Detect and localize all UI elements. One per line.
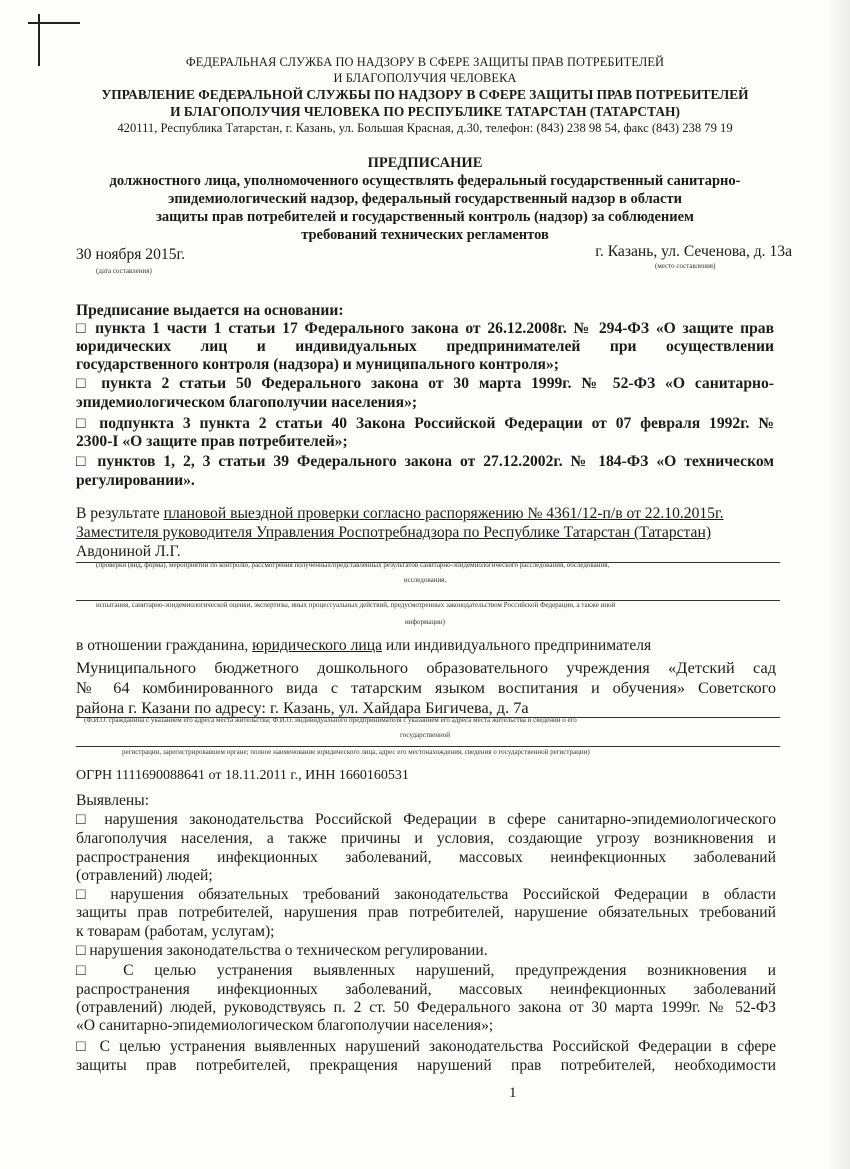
- subject-legal-entity: юридического лица: [252, 637, 382, 654]
- finding-line: распространения инфекционных заболеваний, массовых неинфекционных заболеваний: [76, 849, 776, 866]
- finding-line: □ С целью устранения выявленных нарушений, предупреждения возникновения и: [76, 962, 776, 979]
- fill-rule: [76, 746, 780, 747]
- place-caption: (место составления): [655, 262, 716, 270]
- subject-suffix: или индивидуального предпринимателя: [382, 637, 652, 654]
- page-title: ПРЕДПИСАНИЕ: [367, 155, 483, 171]
- basis-line: юридических лиц и индивидуальных предпринимателей при осуществлении: [76, 338, 774, 355]
- subject-line: № 64 комбинированного вида с татарским языком воспитания и обучения» Советского: [76, 678, 776, 697]
- basis-line: государственного контроля (надзора) и муниципального контроля»;: [76, 356, 559, 373]
- basis-line: □ пункта 1 части 1 статьи 17 Федерального закона от 26.12.2008г. № 294-ФЗ «О защите прав: [76, 320, 774, 337]
- date-caption: (дата составления): [96, 267, 152, 275]
- finding-line: □ нарушения законодательства Российской Федерации в сфере санитарно-эпидемиологического: [76, 811, 776, 828]
- finding-line: защиты прав потребителей, нарушения прав потребителей, нарушение обязательных требований: [76, 904, 776, 921]
- finding-line: благополучия населения, а также причины и условия, создающие угрозу возникновения и: [76, 830, 776, 847]
- finding-line: к товарам (работам, услугам);: [76, 923, 275, 940]
- finding-line: (отравлений) людей, руководствуясь п. 2 ст. 50 Федерального закона от 30 марта 1999г. № 52-ФЗ: [76, 999, 776, 1016]
- finding-line: □ нарушения обязательных требований законодательства Российской Федерации в области: [76, 886, 776, 903]
- basis-line: эпидемиологическом благополучии населения»;: [76, 394, 418, 411]
- finding-line: □ нарушения законодательства о техническом регулировании.: [76, 942, 488, 959]
- subject-line: района г. Казани по адресу: г. Казань, ул. Хайдара Бигичева, д. 7а: [76, 698, 529, 717]
- basis-intro: Предписание выдается на основании:: [76, 302, 344, 319]
- basis-line: □ пунктов 1, 2, 3 статьи 39 Федерального закона от 27.12.2002г. № 184-ФЗ «О техническом: [76, 453, 774, 470]
- document-date: 30 ноября 2015г.: [76, 246, 186, 263]
- subject-line: Муниципального бюджетного дошкольного образовательного учреждения «Детский сад: [76, 658, 776, 677]
- office-line-2: И БЛАГОПОЛУЧИЯ ЧЕЛОВЕКА ПО РЕСПУБЛИКЕ ТАТАРСТАН (ТАТАРСТАН): [170, 104, 680, 119]
- finding-line: распространения инфекционных заболеваний, массовых неинфекционных заболеваний: [76, 981, 776, 998]
- agency-line-1: ФЕДЕРАЛЬНАЯ СЛУЖБА ПО НАДЗОРУ В СФЕРЕ ЗАЩИТЫ ПРАВ ПОТРЕБИТЕЛЕЙ: [185, 55, 665, 69]
- result-inspection: плановой выездной проверки согласно распоряжению № 4361/12-п/в от 22.10.2015г.: [163, 505, 724, 522]
- title-sub: должностного лица, уполномоченного осуществлять федеральный государственный санитарно-: [109, 173, 741, 189]
- result-line-3: Авдониной Л.Г.: [76, 543, 181, 560]
- corner-mark: [28, 22, 80, 24]
- finding-line: защиты прав потребителей, прекращения нарушений прав потребителей, необходимости: [76, 1057, 776, 1074]
- basis-line: 2300-I «О защите прав потребителей»;: [76, 433, 348, 450]
- title-sub: эпидемиологический надзор, федеральный государственный надзор в области: [168, 191, 682, 207]
- agency-line-2: И БЛАГОПОЛУЧИЯ ЧЕЛОВЕКА: [333, 71, 517, 85]
- office-address: 420111, Республика Татарстан, г. Казань, ул. Большая Красная, д.30, телефон: (843) 238 98 54, факс (843) 238 79 19: [117, 121, 733, 135]
- basis-line: □ пункта 2 статьи 50 Федерального закона от 30 марта 1999г. № 52-ФЗ «О санитарно-: [76, 375, 774, 392]
- result-line-1: [76, 505, 724, 523]
- title-sub: требований технических регламентов: [301, 227, 549, 243]
- result-caption: (проверки (вид, форма), мероприятий по контролю, рассмотрения полученных/представленных результатов санитарно-эпидемиологического расследования, обследования,: [96, 561, 610, 569]
- title-sub: защиты прав потребителей и государственный контроль (надзор) за соблюдением: [156, 209, 694, 225]
- page-number: 1: [509, 1085, 517, 1101]
- result-prefix: В результате: [76, 505, 164, 522]
- result-caption: испытания, санитарно-эпидемиологической оценки, экспертизы, иных процессуальных действий, предусмотренных законодательством Российской Федерации, а также иной: [96, 601, 616, 609]
- document-place: г. Казань, ул. Сеченова, д. 13а: [595, 243, 792, 260]
- result-caption: информации): [405, 618, 445, 626]
- finding-line: (отравлений) людей;: [76, 867, 213, 884]
- basis-line: регулировании».: [76, 472, 195, 489]
- findings-intro: Выявлены:: [76, 792, 150, 809]
- basis-line: □ подпункта 3 пункта 2 статьи 40 Закона Российской Федерации от 07 февраля 1992г. №: [76, 415, 774, 432]
- subject-caption: регистрации, зарегистрировавшем органе; полное наименование юридического лица, адрес его местонахождения, сведения о государственной регистрации): [122, 748, 590, 756]
- subject-line-1: [76, 637, 651, 655]
- finding-line: «О санитарно-эпидемиологическом благополучии населения»;: [76, 1017, 494, 1034]
- subject-caption: (Ф.И.О. гражданина с указанием его адреса места жительства; Ф.И.О. индивидуального предпринимателя с указанием его адреса места жительства и сведений о его: [84, 716, 577, 724]
- office-line-1: УПРАВЛЕНИЕ ФЕДЕРАЛЬНОЙ СЛУЖБЫ ПО НАДЗОРУ В СФЕРЕ ЗАЩИТЫ ПРАВ ПОТРЕБИТЕЛЕЙ: [101, 87, 749, 102]
- finding-line: □ С целью устранения выявленных нарушений законодательства Российской Федерации в сфере: [76, 1038, 776, 1055]
- result-line-2: Заместителя руководителя Управления Роспотребнадзора по Республике Татарстан (Татарстан): [76, 524, 712, 541]
- result-caption: исследования,: [403, 576, 447, 584]
- subject-prefix: в отношении гражданина,: [76, 637, 253, 654]
- ogrn-inn: ОГРН 1111690088641 от 18.11.2011 г., ИНН 1660160531: [76, 768, 409, 783]
- subject-caption: государственной: [400, 731, 450, 739]
